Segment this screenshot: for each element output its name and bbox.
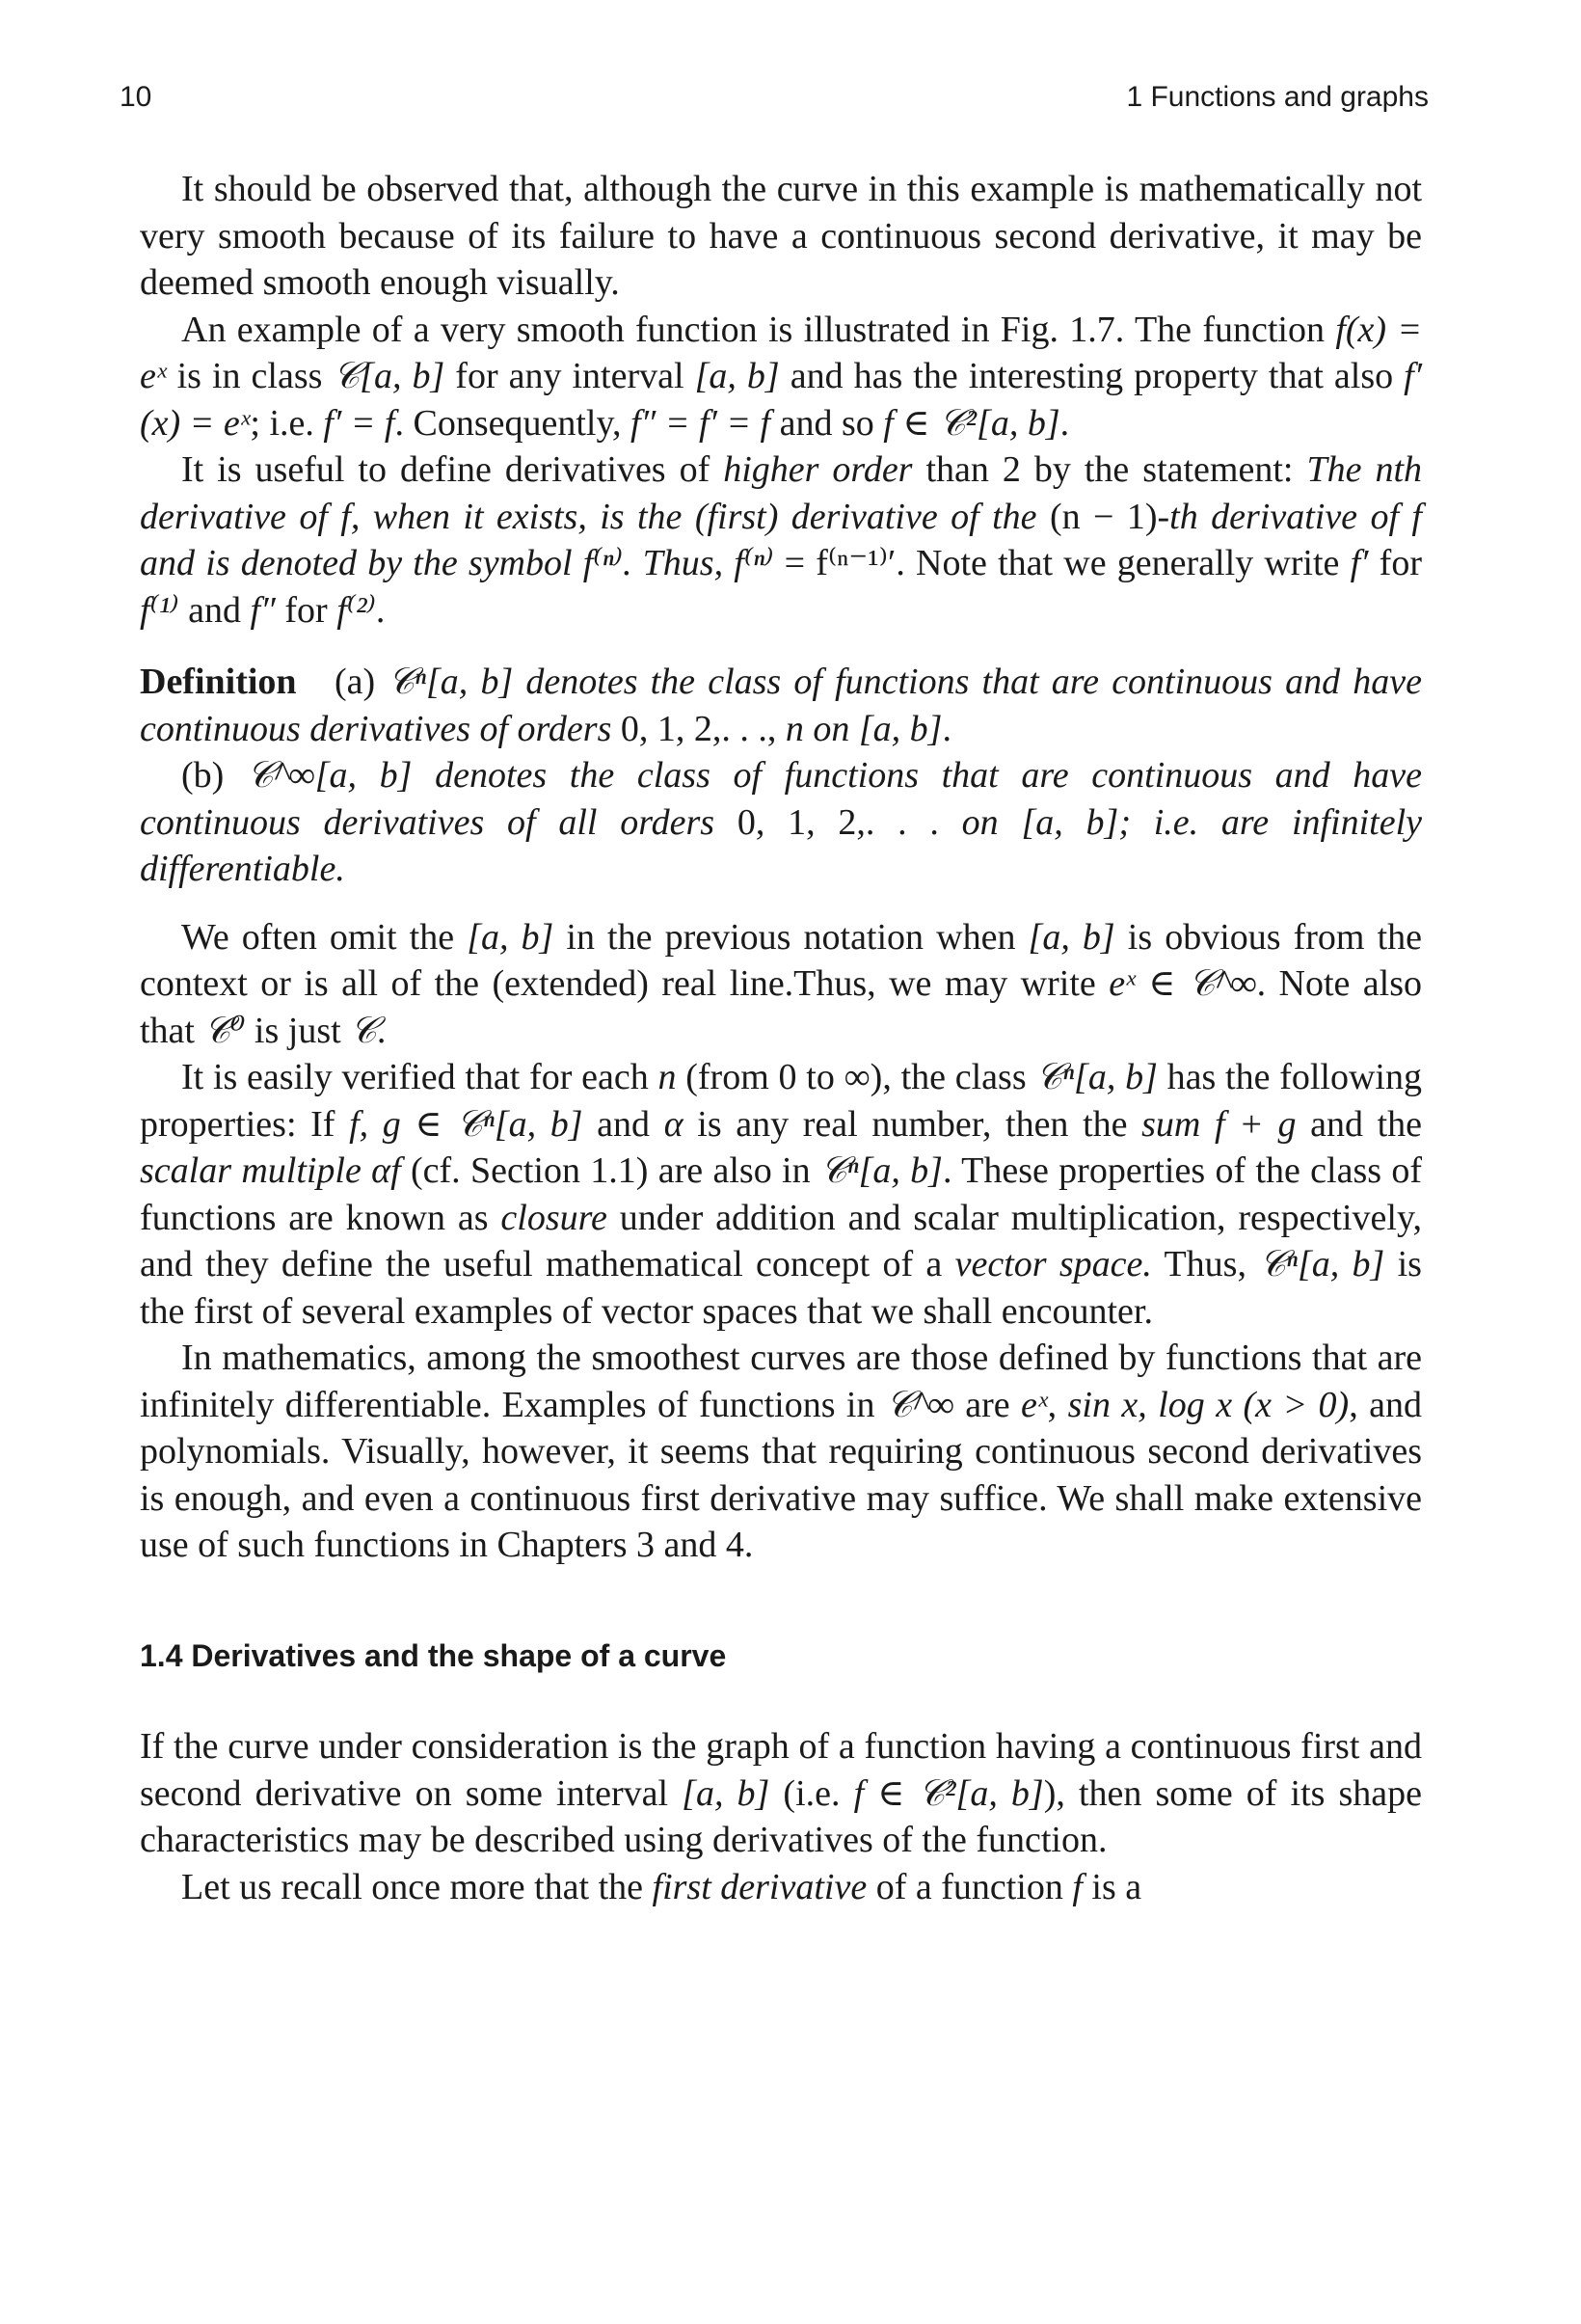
page-body: [140, 166, 1422, 1910]
page-number: 10: [120, 81, 152, 113]
paragraph-8: Let us recall once more that the first derivative of a function f is a: [181, 1866, 1142, 1907]
math: f′(x) = eˣ: [140, 356, 1423, 444]
math: f′ = f: [323, 402, 395, 444]
math: [a, b]: [694, 356, 780, 396]
paragraph-5: It is easily verified that for each n (from 0 to ∞), the class 𝒞ⁿ[a, b] has the following properties: If f, g ∈ 𝒞ⁿ[a, b] and α is any real number, then the sum f + g and the scalar multiple αf (cf. Section 1.1) are also in 𝒞ⁿ[a, b]. These properties of the class of functions are known as closure under addition and scalar multiplication, respectively, and they define the useful mathematical concept of a vector space. Thus, 𝒞ⁿ[a, b] is the first of several examples of vector spaces that we shall encounter.: [140, 1057, 1423, 1332]
paragraph-2: An example of a very smooth function is illustrated in Fig. 1.7. The function f(x) = eˣ is in class 𝒞[a, b] for any interval [a, b] and has the interesting property that also f′(x) = eˣ; i.e. f′ = f. Consequently, f″ = f′ = f and so f ∈ 𝒞²[a, b].: [140, 309, 1423, 444]
paragraph-3: It is useful to define derivatives of higher order than 2 by the statement: The nth derivative of f, when it exists, is the (first) derivative of the (n − 1)-th derivative of f and is denoted by the symbol f⁽ⁿ⁾. Thus, f⁽ⁿ⁾ = f⁽ⁿ⁻¹⁾′. Note that we generally write f′ for f⁽¹⁾ and f″ for f⁽²⁾.: [140, 449, 1423, 631]
running-head: 1 Functions and graphs: [1126, 81, 1429, 113]
paragraph-7: If the curve under consideration is the graph of a function having a continuous first and second derivative on some interval [a, b] (i.e. f ∈ 𝒞²[a, b]), then some of its shape characteristics may be described using derivatives of the function.: [140, 1726, 1423, 1860]
paragraph-6: In mathematics, among the smoothest curves are those defined by functions that are infinitely differentiable. Examples of functions in 𝒞^∞ are eˣ, sin x, log x (x > 0), and polynomials. Visually, however, it seems that requiring continuous second derivatives is enough, and even a continuous first derivative may suffice. We shall make extensive use of such functions in Chapters 3 and 4.: [140, 1338, 1423, 1565]
math: f(x) = eˣ: [140, 309, 1423, 396]
paragraph-1: It should be observed that, although the curve in this example is mathematically not very smooth because of its failure to have a continuous second derivative, it may be deemed smooth enough visually.: [140, 169, 1422, 303]
page-header: [0, 81, 1581, 120]
definition-b: (b) 𝒞^∞[a, b] denotes the class of functions that are continuous and have continuous derivatives of all orders 0, 1, 2,. . . on [a, b]; i.e. are infinitely differentiable.: [140, 755, 1423, 889]
section-heading: 1.4 Derivatives and the shape of a curve: [140, 1637, 727, 1673]
definition-block: [140, 659, 1422, 893]
math: 𝒞[a, b]: [333, 356, 445, 396]
definition-a: Definition (a) 𝒞ⁿ[a, b] denotes the class of functions that are continuous and have continuous derivatives of orders 0, 1, 2,. . ., n on [a, b].: [140, 662, 1422, 749]
definition-label: Definition: [140, 662, 297, 702]
paragraph-4: We often omit the [a, b] in the previous notation when [a, b] is obvious from the context or is all of the (extended) real line.Thus, we may write eˣ ∈ 𝒞^∞. Note also that 𝒞⁰ is just 𝒞.: [140, 916, 1423, 1051]
math: f ∈ 𝒞²[a, b]: [883, 402, 1060, 444]
math: f″ = f′ = f: [630, 402, 771, 444]
